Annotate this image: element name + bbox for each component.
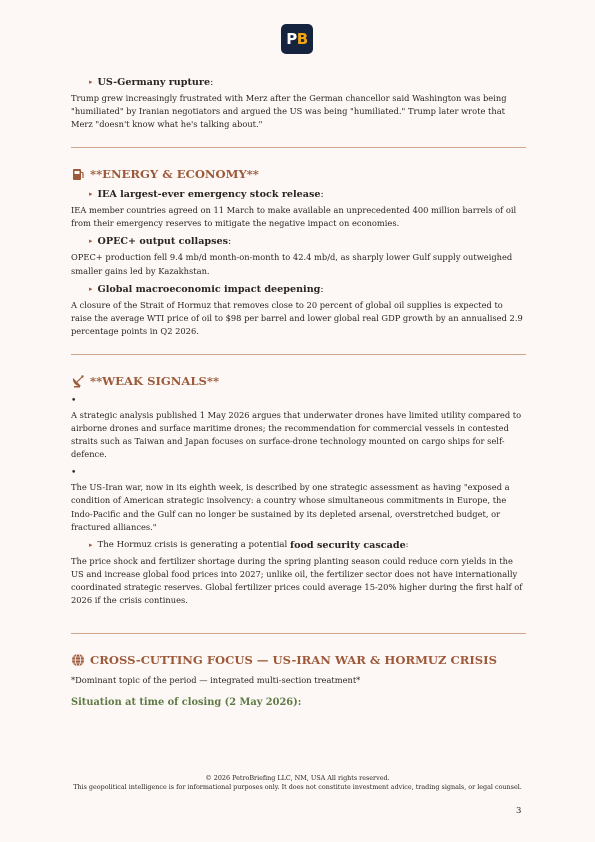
bullet-marker: • <box>71 468 77 479</box>
copyright-line: © 2026 PetroBriefing LLC, NM, USA All rights reserved. <box>205 774 390 782</box>
page-content <box>71 76 526 708</box>
disclaimer-line: This geopolitical intelligence is for informational purposes only. It does not constitute investment advice, trading signals, or legal counsel. <box>73 783 522 791</box>
energy-item-3-title: Global macroeconomic impact deepening <box>97 283 321 295</box>
top-item-colon: : <box>210 77 214 88</box>
triangle-bullet-icon: ▸ <box>89 237 93 246</box>
energy-item-2-heading <box>89 235 526 248</box>
section-divider <box>71 147 526 148</box>
energy-item-1-colon: : <box>320 189 324 201</box>
logo-letter-p: P <box>286 30 297 48</box>
satellite-dish-icon <box>71 374 85 388</box>
globe-icon <box>71 653 85 667</box>
cross-cutting-title-text: CROSS-CUTTING FOCUS — US-IRAN WAR & HORMUZ CRISIS <box>90 653 497 668</box>
page-number: 3 <box>516 806 522 816</box>
cross-cutting-note: *Dominant topic of the period — integrated multi-section treatment* <box>71 675 361 686</box>
triangle-bullet-icon: ▸ <box>89 540 93 549</box>
section-divider <box>71 354 526 355</box>
weak-signal-2-body: The US-Iran war, now in its eighth week, is described by one strategic assessment as having "exposed a condition of American strategic insolvency: a country whose simultaneous commitments in Europe, the Indo-Pacific and the Gulf can no longer be sustained by its depleted arsenal, overstretched budget, or fractured alliances." <box>71 482 510 532</box>
weak-signal-3-colon: : <box>405 539 409 550</box>
energy-item-1-body: IEA member countries agreed on 11 March to make available an unprecedented 400 million barrels of oil from their emergency reserves to mitigate the negative impact on economies. <box>71 205 517 229</box>
bullet-marker: • <box>71 395 77 406</box>
weak-signal-3-body: The price shock and fertilizer shortage during the spring planting season could reduce corn yields in the US and increase global food prices into 2027; unlike oil, the fertilizer sector does not have internationally coordinated strategic reserves. Global fertilizer prices could average 15-20% higher during the first half of 2026 if the crisis continues. <box>71 555 523 605</box>
energy-item-1-heading <box>89 188 526 201</box>
section-divider <box>71 633 526 634</box>
weak-signals-title-text: **WEAK SIGNALS** <box>90 373 220 388</box>
triangle-bullet-icon: ▸ <box>89 284 93 293</box>
weak-signal-3-heading <box>89 539 526 552</box>
top-item-title: US-Germany rupture <box>97 77 211 88</box>
weak-signal-3-prefix: The Hormuz crisis is generating a potential <box>97 539 290 550</box>
weak-signal-1-body: A strategic analysis published 1 May 2026 argues that underwater drones have limited utility compared to airborne drones and surface maritime drones; the recommendation for commercial vessels in contested straits such as Taiwan and Japan focuses on surface-drone technology mounted on cargo ships for self-defence. <box>71 409 522 460</box>
energy-item-3-body: A closure of the Strait of Hormuz that removes close to 20 percent of global oil supplies is expected to raise the average WTI price of oil to $98 per barrel and lower global real GDP growth by an annualised 2.9 percentage points in Q2 2026. <box>71 299 523 336</box>
energy-section-title <box>71 166 526 182</box>
weak-signals-section-title <box>71 373 526 389</box>
fuel-pump-icon <box>71 167 85 181</box>
energy-item-3-heading <box>89 283 526 296</box>
page-footer <box>70 774 525 792</box>
top-item-heading <box>89 76 526 89</box>
cross-cutting-section-title <box>71 652 526 668</box>
triangle-bullet-icon: ▸ <box>89 190 93 199</box>
top-item-body: Trump grew increasingly frustrated with Merz after the German chancellor said Washington was being "humiliated" by Iranian negotiators and argued the US was being "humiliated." Trump later wrote that Merz "doesn't know what he's talking about." <box>71 93 507 130</box>
petrobriefing-logo <box>281 24 313 54</box>
triangle-bullet-icon: ▸ <box>89 78 93 86</box>
situation-heading: Situation at time of closing (2 May 2026): <box>71 697 302 709</box>
weak-signal-3-bold: food security cascade <box>290 539 406 551</box>
energy-item-2-title: OPEC+ output collapses <box>97 236 229 248</box>
energy-item-2-body: OPEC+ production fell 9.4 mb/d month-on-month to 42.4 mb/d, as sharply lower Gulf supply outweighed smaller gains led by Kazakhstan. <box>71 252 513 276</box>
logo-letter-b: B <box>296 30 308 48</box>
energy-item-2-colon: : <box>228 236 232 248</box>
energy-item-1-title: IEA largest-ever emergency stock release <box>97 189 321 201</box>
energy-title-text: **ENERGY & ECONOMY** <box>90 167 259 182</box>
energy-item-3-colon: : <box>320 283 324 295</box>
